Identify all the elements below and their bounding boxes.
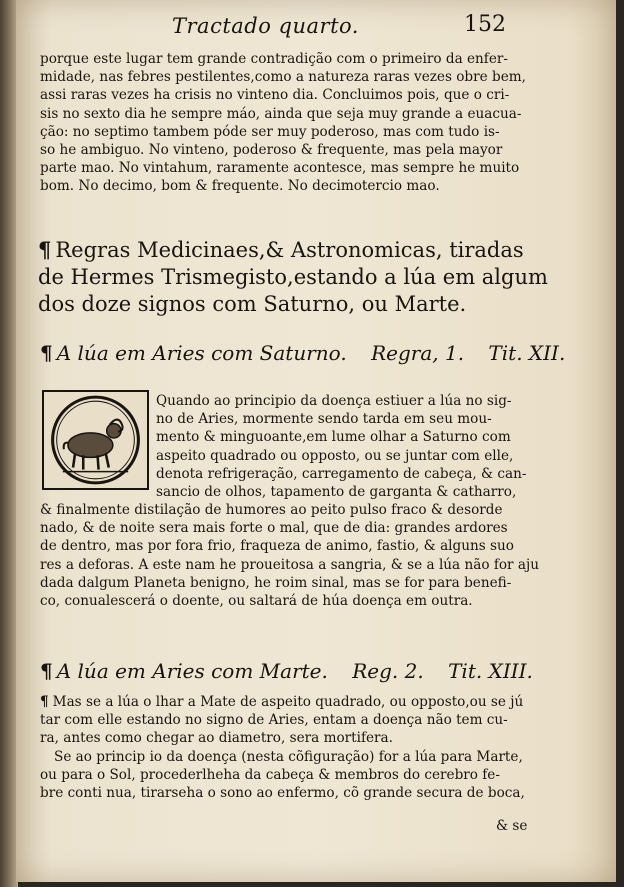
text-line: ou para o Sol, procederlheha da cabeça & membros do cerebro fe- (40, 766, 500, 783)
section1-text (40, 501, 552, 610)
intro-paragraph (40, 50, 552, 196)
text-line: bom. No decimo, bom & frequente. No decimotercio mao. (40, 178, 440, 195)
section-title: A lúa em Aries com Marte. (56, 659, 328, 683)
section-title-mars (40, 659, 560, 683)
text-line: dada dalgum Planeta benigno, he roim sinal, mas se for para benefi- (40, 574, 512, 591)
text-line: assi raras vezes ha crisis no vinteno dia. Concluimos pois, que o cri- (40, 87, 510, 104)
text-line: co, conualescerá o doente, ou saltará de húa doença em outra. (40, 593, 473, 610)
text-line: denota refrigeração, carregamento de cabeça, & can- (156, 465, 527, 482)
text-line: Mas se a lúa o lhar a Mate de aspeito quadrado, ou opposto,ou se jú (52, 694, 524, 710)
text-line: no de Aries, mormente sendo tarda em seu mou- (156, 411, 492, 428)
text-line: de dentro, mas por fora frio, fraqueza de animo, fastio, & alguns suo (40, 538, 514, 555)
heading-line: de Hermes Trismegisto,estando a lúa em algum (38, 265, 548, 289)
rule-number: Reg. 2. (352, 659, 424, 683)
text-line: sis no sexto dia he sempre máo, ainda que seja muy grande a euacua- (40, 105, 522, 122)
section1-text-beside-woodcut (156, 392, 552, 501)
rule-number: Regra, 1. (371, 341, 465, 365)
text-line: Se ao princip io da doença (nesta cõfiguração) for a lúa para Marte, (54, 748, 523, 765)
running-head: Tractado quarto. (172, 14, 359, 38)
text-line: parte mao. No vintahum, raramente acontesce, mas sempre he muito (40, 160, 520, 177)
aries-ram-icon (44, 392, 147, 488)
text-line: Quando ao principio da doença estiuer a lúa no sig- (156, 393, 512, 409)
title-number: Tit. XII. (488, 341, 566, 365)
text-line: & finalmente distilação de humores ao peito pulso fraco & desorde (40, 502, 503, 518)
section2-text (40, 693, 552, 802)
text-line: so he ambiguo. No vinteno, poderoso & frequente, mas pela mayor (40, 142, 503, 159)
text-line: res a deforas. A este nam he proueitosa a sangria, & se a lúa não for aju (40, 556, 539, 573)
paragraph-mark-icon: ¶ (38, 237, 52, 262)
text-line: bre conti nua, tirarseha o sono ao enfermo, cõ grande secura de boca, (40, 785, 525, 802)
main-heading (38, 236, 558, 318)
text-line: midade, nas febres pestilentes,como a natureza raras vezes obre bem, (40, 69, 526, 86)
heading-line: dos doze signos com Saturno, ou Marte. (38, 292, 467, 316)
text-line: ção: no septimo tambem póde ser muy poderoso, mas com tudo is- (40, 123, 500, 140)
section-title-saturn (40, 341, 566, 365)
title-number: Tit. XIII. (448, 659, 533, 683)
text-line: mento & minguoante,em lume olhar a Saturno com (156, 429, 511, 446)
heading-line: Regras Medicinaes,& Astronomicas, tiradas (55, 238, 524, 262)
text-line: porque este lugar tem grande contradição com o primeiro da enfer- (40, 51, 508, 67)
catchword: & se (496, 818, 528, 834)
text-line: ra, antes como chegar ao diametro, sera mortifera. (40, 730, 393, 747)
paragraph-mark-icon: ¶ (40, 341, 53, 365)
book-page (16, 0, 616, 882)
page-number: 152 (464, 12, 506, 37)
paragraph-mark-icon: ¶ (40, 659, 53, 683)
text-line: tar com elle estando no signo de Aries, entam a doença não tem cu- (40, 712, 508, 729)
text-line: aspeito quadrado ou opposto, ou se juntar com elle, (156, 447, 514, 464)
text-line: nado, & de noite sera mais forte o mal, que de dia: grandes ardores (40, 520, 508, 537)
paragraph-mark-icon: ¶ (40, 694, 49, 710)
aries-ram-woodcut (42, 390, 149, 490)
text-line: sancio de olhos, tapamento de garganta & catharro, (156, 484, 517, 501)
section-title: A lúa em Aries com Saturno. (56, 341, 347, 365)
